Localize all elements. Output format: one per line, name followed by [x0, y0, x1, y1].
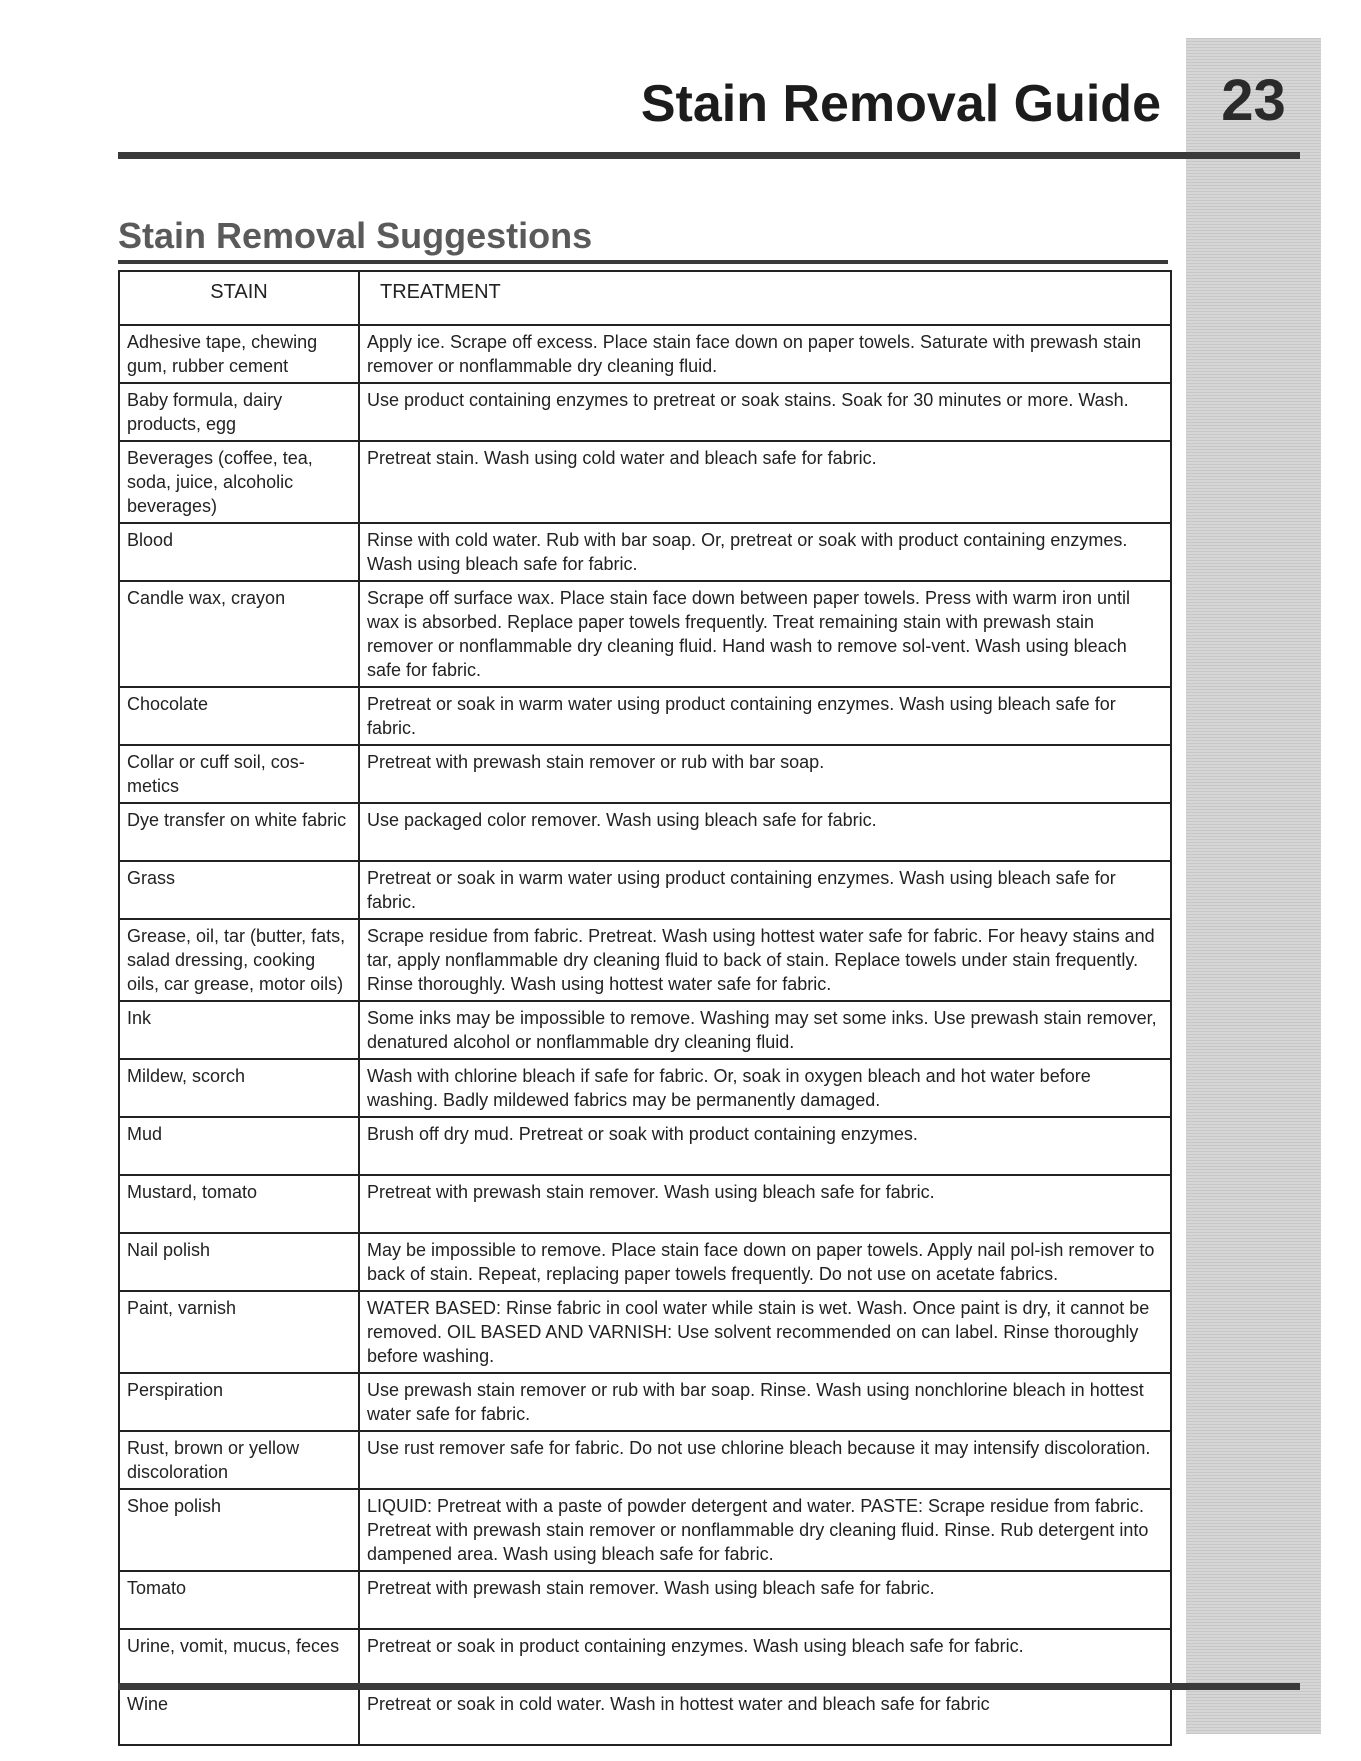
stain-cell: Grass — [119, 861, 359, 919]
table-row — [119, 687, 1171, 745]
table-row — [119, 1175, 1171, 1233]
stain-cell: Nail polish — [119, 1233, 359, 1291]
stain-cell: Paint, varnish — [119, 1291, 359, 1373]
stain-cell: Ink — [119, 1001, 359, 1059]
treatment-cell: Use rust remover safe for fabric. Do not use chlorine bleach because it may intensify discoloration. — [359, 1431, 1171, 1489]
treatment-cell: Use prewash stain remover or rub with bar soap. Rinse. Wash using nonchlorine bleach in hottest water safe for fabric. — [359, 1373, 1171, 1431]
table-row — [119, 1117, 1171, 1175]
table-row — [119, 1059, 1171, 1117]
table-row — [119, 1489, 1171, 1571]
treatment-cell: Pretreat with prewash stain remover or rub with bar soap. — [359, 745, 1171, 803]
stain-cell: Collar or cuff soil, cos-metics — [119, 745, 359, 803]
stain-cell: Wine — [119, 1687, 359, 1745]
stain-cell: Chocolate — [119, 687, 359, 745]
treatment-cell: Pretreat with prewash stain remover. Wash using bleach safe for fabric. — [359, 1175, 1171, 1233]
section-rule — [118, 260, 1168, 264]
header-rule — [118, 152, 1300, 159]
stain-cell: Mildew, scorch — [119, 1059, 359, 1117]
treatment-column-header: TREATMENT — [359, 271, 1171, 325]
stain-column-header: STAIN — [119, 271, 359, 325]
treatment-cell: WATER BASED: Rinse fabric in cool water while stain is wet. Wash. Once paint is dry, it cannot be removed. OIL BASED AND VARNISH: Use solvent recommended on can label. Rinse thoroughly before washing. — [359, 1291, 1171, 1373]
table-row — [119, 1233, 1171, 1291]
table-body — [119, 325, 1171, 1745]
table-row — [119, 745, 1171, 803]
stain-cell: Mustard, tomato — [119, 1175, 359, 1233]
table-row — [119, 1373, 1171, 1431]
stain-cell: Mud — [119, 1117, 359, 1175]
treatment-cell: Wash with chlorine bleach if safe for fabric. Or, soak in oxygen bleach and hot water before washing. Badly mildewed fabrics may be permanently damaged. — [359, 1059, 1171, 1117]
stain-cell: Perspiration — [119, 1373, 359, 1431]
table-row — [119, 1001, 1171, 1059]
table-row — [119, 919, 1171, 1001]
table-row — [119, 325, 1171, 383]
table-row — [119, 1687, 1171, 1745]
table-row — [119, 803, 1171, 861]
stain-cell: Shoe polish — [119, 1489, 359, 1571]
table-row — [119, 861, 1171, 919]
stain-removal-table — [118, 270, 1172, 1746]
stain-cell: Baby formula, dairy products, egg — [119, 383, 359, 441]
treatment-cell: Pretreat with prewash stain remover. Wash using bleach safe for fabric. — [359, 1571, 1171, 1629]
stain-cell: Grease, oil, tar (butter, fats, salad dressing, cooking oils, car grease, motor oils) — [119, 919, 359, 1001]
page-title: Stain Removal Guide — [640, 75, 1161, 133]
table-row — [119, 383, 1171, 441]
stain-cell: Blood — [119, 523, 359, 581]
stain-cell: Candle wax, crayon — [119, 581, 359, 687]
table-row — [119, 581, 1171, 687]
table-row — [119, 523, 1171, 581]
treatment-cell: Pretreat or soak in warm water using product containing enzymes. Wash using bleach safe for fabric. — [359, 861, 1171, 919]
section-heading: Stain Removal Suggestions — [118, 215, 593, 256]
treatment-cell: Apply ice. Scrape off excess. Place stain face down on paper towels. Saturate with prewash stain remover or nonflammable dry cleaning fluid. — [359, 325, 1171, 383]
table-row — [119, 1629, 1171, 1687]
treatment-cell: LIQUID: Pretreat with a paste of powder detergent and water. PASTE: Scrape residue from fabric. Pretreat with prewash stain remover or nonflammable dry cleaning fluid. Rinse. Rub detergent into dampened area. Wash using bleach safe for fabric. — [359, 1489, 1171, 1571]
stain-cell: Urine, vomit, mucus, feces — [119, 1629, 359, 1687]
treatment-cell: May be impossible to remove. Place stain face down on paper towels. Apply nail pol-ish remover to back of stain. Repeat, replacing paper towels frequently. Do not use on acetate fabrics. — [359, 1233, 1171, 1291]
table-row — [119, 1431, 1171, 1489]
treatment-cell: Pretreat or soak in product containing enzymes. Wash using bleach safe for fabric. — [359, 1629, 1171, 1687]
table-row — [119, 441, 1171, 523]
stain-cell: Adhesive tape, chewing gum, rubber cement — [119, 325, 359, 383]
treatment-cell: Pretreat or soak in warm water using product containing enzymes. Wash using bleach safe for fabric. — [359, 687, 1171, 745]
treatment-cell: Brush off dry mud. Pretreat or soak with product containing enzymes. — [359, 1117, 1171, 1175]
table-row — [119, 1571, 1171, 1629]
treatment-cell: Some inks may be impossible to remove. Washing may set some inks. Use prewash stain remover, denatured alcohol or nonflammable dry cleaning fluid. — [359, 1001, 1171, 1059]
bottom-rule — [118, 1683, 1300, 1690]
treatment-cell: Scrape off surface wax. Place stain face down between paper towels. Press with warm iron until wax is absorbed. Replace paper towels frequently. Treat remaining stain with prewash stain remover or nonflammable dry cleaning fluid. Hand wash to remove sol-vent. Wash using bleach safe for fabric. — [359, 581, 1171, 687]
treatment-cell: Use product containing enzymes to pretreat or soak stains. Soak for 30 minutes or more. Wash. — [359, 383, 1171, 441]
treatment-cell: Rinse with cold water. Rub with bar soap. Or, pretreat or soak with product containing enzymes. Wash using bleach safe for fabric. — [359, 523, 1171, 581]
treatment-cell: Pretreat or soak in cold water. Wash in hottest water and bleach safe for fabric — [359, 1687, 1171, 1745]
page-number: 23 — [1221, 68, 1286, 133]
page-side-tab — [1186, 38, 1321, 1734]
stain-cell: Rust, brown or yellow discoloration — [119, 1431, 359, 1489]
treatment-cell: Scrape residue from fabric. Pretreat. Wash using hottest water safe for fabric. For heavy stains and tar, apply nonflammable dry cleaning fluid to back of stain. Replace towels under stain frequently. Rinse thoroughly. Wash using hottest water safe for fabric. — [359, 919, 1171, 1001]
stain-cell: Dye transfer on white fabric — [119, 803, 359, 861]
treatment-cell: Use packaged color remover. Wash using bleach safe for fabric. — [359, 803, 1171, 861]
table-row — [119, 1291, 1171, 1373]
table-header-row — [119, 271, 1171, 325]
stain-cell: Beverages (coffee, tea, soda, juice, alcoholic beverages) — [119, 441, 359, 523]
treatment-cell: Pretreat stain. Wash using cold water and bleach safe for fabric. — [359, 441, 1171, 523]
stain-cell: Tomato — [119, 1571, 359, 1629]
